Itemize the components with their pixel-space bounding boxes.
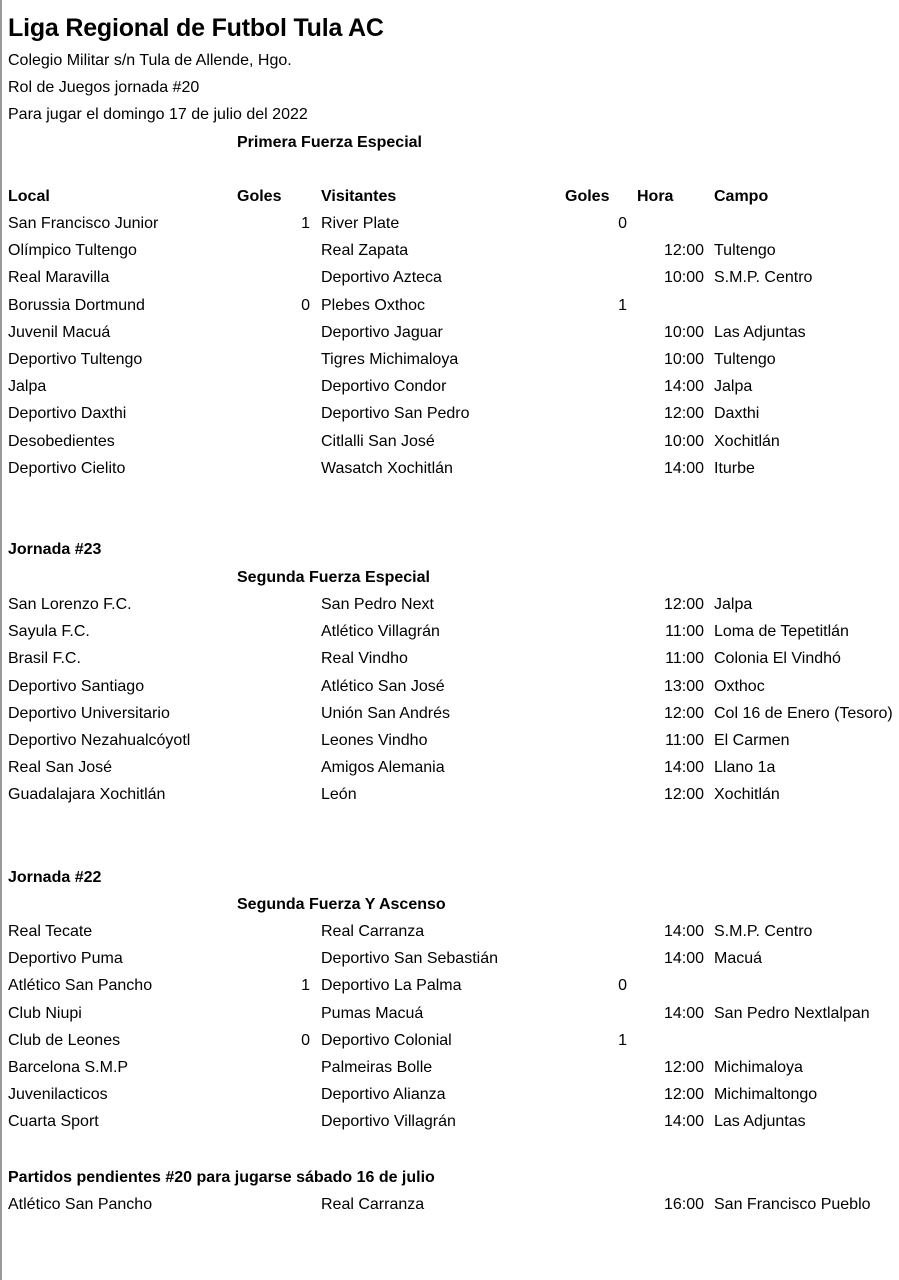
visiting-goals: 0 <box>618 215 627 232</box>
match-field: Iturbe <box>714 459 755 477</box>
visiting-goals: 0 <box>618 977 627 995</box>
table-row <box>0 242 899 269</box>
jornada-label-23: Jornada #23 <box>8 541 102 558</box>
visiting-team: Deportivo Azteca <box>321 269 442 287</box>
match-time: 10:00 <box>663 432 704 450</box>
local-team: Club Niupi <box>8 1004 82 1022</box>
match-field: Llano 1a <box>714 759 776 777</box>
visiting-team: Pumas Macuá <box>321 1004 424 1022</box>
match-field: Tultengo <box>714 351 776 368</box>
visiting-team: San Pedro Next <box>321 596 434 613</box>
local-team: Juvenilacticos <box>8 1086 108 1104</box>
match-time: 10:00 <box>663 323 704 341</box>
match-time: 11:00 <box>665 650 704 668</box>
league-title: Liga Regional de Futbol Tula AC <box>8 14 384 42</box>
match-time: 14:00 <box>663 459 704 477</box>
match-field: Las Adjuntas <box>714 323 806 341</box>
visiting-team: Real Carranza <box>321 1196 425 1213</box>
local-team: Deportivo Daxthi <box>8 405 127 423</box>
local-team: Deportivo Santiago <box>8 677 145 695</box>
table-row <box>0 950 899 977</box>
match-field: Loma de Tepetitlán <box>714 623 849 641</box>
local-team: Real Tecate <box>8 923 93 940</box>
column-header-row <box>0 188 899 215</box>
table-row <box>0 623 899 650</box>
match-field: Tultengo <box>714 242 776 260</box>
visiting-team: Real Carranza <box>321 923 425 940</box>
match-field: S.M.P. Centro <box>714 923 813 940</box>
match-field: Macuá <box>714 950 763 968</box>
table-row <box>0 405 899 432</box>
match-field: Xochitlán <box>714 786 780 804</box>
local-team: Sayula F.C. <box>8 623 90 641</box>
match-time: 12:00 <box>663 704 704 722</box>
local-team: Atlético San Pancho <box>8 1196 153 1213</box>
table-row <box>0 324 899 351</box>
table-row <box>0 378 899 405</box>
table-row <box>0 759 899 786</box>
local-team: Olímpico Tultengo <box>8 242 137 260</box>
match-time: 12:00 <box>663 786 704 804</box>
header-campo: Campo <box>714 188 769 205</box>
match-time: 10:00 <box>663 269 704 287</box>
visiting-team: Deportivo San Pedro <box>321 405 470 423</box>
visiting-team: Deportivo Jaguar <box>321 323 443 341</box>
header-hora: Hora <box>637 188 674 205</box>
visiting-team: Deportivo San Sebastián <box>321 950 498 968</box>
visiting-team: Deportivo La Palma <box>321 977 462 995</box>
local-team: Real Maravilla <box>8 269 110 287</box>
match-date: Para jugar el domingo 17 de julio del 2022 <box>8 106 308 123</box>
header-local: Local <box>8 188 50 205</box>
section-title-primera: Primera Fuerza Especial <box>237 134 422 151</box>
match-time: 14:00 <box>663 378 704 396</box>
local-team: San Lorenzo F.C. <box>8 596 132 613</box>
visiting-team: Citlalli San José <box>321 432 435 450</box>
local-team: Juvenil Macuá <box>8 323 111 341</box>
local-team: Cuarta Sport <box>8 1113 99 1131</box>
local-team: Guadalajara Xochitlán <box>8 786 166 804</box>
visiting-team: Plebes Oxthoc <box>321 296 426 314</box>
match-field: S.M.P. Centro <box>714 269 813 287</box>
local-goals: 0 <box>301 296 310 314</box>
match-field: San Pedro Nextlalpan <box>714 1004 870 1022</box>
match-field: El Carmen <box>714 732 790 749</box>
table-row <box>0 351 899 378</box>
match-time: 16:00 <box>663 1196 704 1213</box>
header-goles-local: Goles <box>237 188 282 205</box>
match-field: Colonia El Vindhó <box>714 650 841 668</box>
local-team: Club de Leones <box>8 1031 121 1049</box>
match-time: 13:00 <box>663 677 704 695</box>
table-row <box>0 1032 899 1059</box>
match-field: Col 16 de Enero (Tesoro) <box>714 704 893 722</box>
match-field: Las Adjuntas <box>714 1113 806 1131</box>
match-field: Xochitlán <box>714 432 780 450</box>
visiting-team: Leones Vindho <box>321 732 428 749</box>
match-field: Oxthoc <box>714 677 765 695</box>
section-title-segunda-especial: Segunda Fuerza Especial <box>237 569 430 586</box>
table-row <box>0 786 899 813</box>
match-time: 12:00 <box>663 1059 704 1076</box>
table-row <box>0 732 899 759</box>
table-row <box>0 297 899 324</box>
match-time: 12:00 <box>663 242 704 260</box>
local-goals: 1 <box>301 977 310 995</box>
local-team: Atlético San Pancho <box>8 977 153 995</box>
local-team: Brasil F.C. <box>8 650 81 668</box>
league-address: Colegio Militar s/n Tula de Allende, Hgo. <box>8 52 292 69</box>
local-team: Deportivo Nezahualcóyotl <box>8 732 191 749</box>
match-field: Michimaltongo <box>714 1086 818 1104</box>
visiting-goals: 1 <box>618 1031 627 1049</box>
table-row <box>0 650 899 677</box>
visiting-team: Amigos Alemania <box>321 759 445 777</box>
header-visitantes: Visitantes <box>321 188 397 205</box>
visiting-team: Tigres Michimaloya <box>321 351 459 368</box>
match-time: 14:00 <box>663 1004 704 1022</box>
match-time: 12:00 <box>663 1086 704 1104</box>
local-team: Deportivo Universitario <box>8 704 170 722</box>
header-goles-visita: Goles <box>565 188 610 205</box>
local-team: Barcelona S.M.P <box>8 1059 129 1076</box>
local-team: Deportivo Puma <box>8 950 123 968</box>
table-row <box>0 1196 899 1223</box>
local-team: San Francisco Junior <box>8 215 159 232</box>
table-row <box>0 269 899 296</box>
visiting-team: Real Zapata <box>321 242 409 260</box>
match-field: San Francisco Pueblo <box>714 1196 871 1213</box>
visiting-team: Atlético San José <box>321 677 445 695</box>
match-field: Jalpa <box>714 596 753 613</box>
match-field: Michimaloya <box>714 1059 803 1076</box>
match-time: 14:00 <box>663 923 704 940</box>
local-goals: 0 <box>301 1031 310 1049</box>
visiting-team: Unión San Andrés <box>321 704 450 722</box>
table-row <box>0 596 899 623</box>
table-row <box>0 215 899 242</box>
match-time: 12:00 <box>663 405 704 423</box>
table-row <box>0 977 899 1004</box>
visiting-team: León <box>321 786 357 804</box>
match-time: 11:00 <box>665 623 704 641</box>
visiting-team: Atlético Villagrán <box>321 623 440 641</box>
local-team: Borussia Dortmund <box>8 296 145 314</box>
local-goals: 1 <box>301 215 310 232</box>
table-row <box>0 433 899 460</box>
match-time: 11:00 <box>665 732 704 749</box>
visiting-team: Deportivo Condor <box>321 378 447 396</box>
visiting-team: River Plate <box>321 215 400 232</box>
match-time: 12:00 <box>663 596 704 613</box>
match-time: 14:00 <box>663 1113 704 1131</box>
visiting-team: Deportivo Villagrán <box>321 1113 456 1131</box>
table-row <box>0 460 899 487</box>
match-time: 10:00 <box>663 351 704 368</box>
visiting-team: Wasatch Xochitlán <box>321 459 453 477</box>
local-team: Deportivo Tultengo <box>8 351 143 368</box>
round-label: Rol de Juegos jornada #20 <box>8 79 200 96</box>
pending-matches-title: Partidos pendientes #20 para jugarse sábado 16 de julio <box>8 1169 435 1186</box>
match-time: 14:00 <box>663 950 704 968</box>
visiting-team: Real Vindho <box>321 650 408 668</box>
table-row <box>0 1059 899 1086</box>
match-time: 14:00 <box>663 759 704 777</box>
table-row <box>0 1113 899 1140</box>
table-row <box>0 705 899 732</box>
table-row <box>0 678 899 705</box>
section-title-segunda-ascenso: Segunda Fuerza Y Ascenso <box>237 896 446 913</box>
table-row <box>0 923 899 950</box>
local-team: Real San José <box>8 759 113 777</box>
jornada-label-22: Jornada #22 <box>8 869 102 886</box>
table-row <box>0 1005 899 1032</box>
visiting-team: Deportivo Colonial <box>321 1031 452 1049</box>
match-field: Daxthi <box>714 405 760 423</box>
table-row <box>0 1086 899 1113</box>
visiting-team: Palmeiras Bolle <box>321 1059 433 1076</box>
visiting-goals: 1 <box>618 296 627 314</box>
local-team: Deportivo Cielito <box>8 459 126 477</box>
local-team: Jalpa <box>8 378 47 396</box>
match-field: Jalpa <box>714 378 753 396</box>
visiting-team: Deportivo Alianza <box>321 1086 446 1104</box>
local-team: Desobedientes <box>8 432 115 450</box>
